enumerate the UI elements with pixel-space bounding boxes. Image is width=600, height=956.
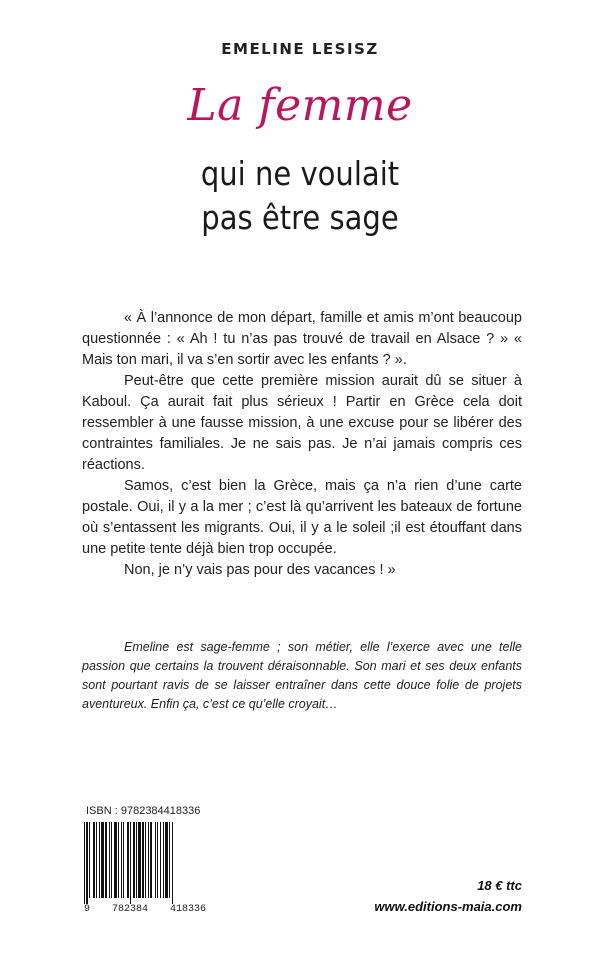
barcode-bar [163, 822, 164, 898]
barcode-bar [99, 822, 100, 898]
barcode-bar [130, 822, 131, 904]
excerpt-paragraph: Peut-être que cette première mission aurait dû se situer à Kaboul. Ça aurait fait plus sérieux ! Partir en Grèce cela doit ressembler à une fausse mission, à une excuse pour se libérer des contraintes familiales. Je ne sais pas. Je n’ai jamais compris ces réactions. [82, 373, 522, 473]
barcode-bar [96, 822, 97, 898]
barcode-digits [84, 904, 206, 915]
barcode-bar [157, 822, 158, 898]
barcode-bar [169, 822, 170, 898]
isbn-label: ISBN : 9782384418336 [86, 805, 201, 817]
barcode-bar [160, 822, 161, 898]
title-line-2: pas être sage [201, 198, 399, 237]
barcode-bar [142, 822, 144, 898]
barcode-bar [93, 822, 95, 898]
barcode-bar [136, 822, 137, 898]
barcode-bar [105, 822, 107, 898]
book-excerpt [82, 308, 522, 581]
excerpt-paragraph: Non, je n’y vais pas pour des vacances ! » [124, 562, 396, 578]
title-line-1: qui ne voulait [200, 154, 400, 193]
barcode-bar [150, 822, 152, 898]
barcode-bar [118, 822, 119, 898]
barcode-bar [84, 822, 85, 904]
publisher-website: www.editions-maia.com [374, 899, 522, 914]
barcode-bar [165, 822, 168, 898]
barcode-bar [123, 822, 124, 898]
excerpt-paragraph: « À l’annonce de mon départ, famille et amis m’ont beaucoup questionnée : « Ah ! tu n’as pas trouvé de travail en Alsace ? » « Mais ton mari, il va s’en sortir avec les enfants ? ». [82, 310, 522, 368]
barcode-bar [111, 822, 112, 898]
excerpt-paragraph: Samos, c’est bien la Grèce, mais ça n’a rien d’une carte postale. Oui, il y a la mer ; c’est là qu’arrivent les bateaux de fortune où s’entassent les migrants. Oui, il y a le soleil ;il est étouffant dans une petite tente déjà bien trop occupée. [82, 478, 522, 557]
barcode-bar [127, 822, 129, 898]
barcode-bar [86, 822, 88, 904]
barcode-bar [114, 822, 117, 898]
barcode-bar [109, 822, 110, 898]
author-blurb: Emeline est sage-femme ; son métier, elle l’exerce avec une telle passion que certains la trouvent déraisonnable. Son mari et ses deux enfants sont pourtant ravis de se laisser entraîner dans cette douce folie de projets aventureux. Enfin ça, c’est ce qu’elle croyait… [82, 640, 522, 711]
barcode-bar [145, 822, 146, 898]
barcode-bar [121, 822, 122, 898]
author-name: EMELINE LESISZ [221, 40, 379, 58]
barcode-digit-group: 782384 [111, 904, 148, 915]
barcode-bar [138, 822, 141, 898]
barcode-bar [172, 822, 173, 904]
barcode-digit-group: 9 [84, 904, 91, 915]
barcode-bar [133, 822, 135, 898]
title-script: La femme [187, 80, 413, 131]
barcode-bar [101, 822, 104, 898]
barcode [84, 822, 206, 904]
price: 18 € ttc [477, 878, 522, 893]
barcode-bar [155, 822, 156, 898]
barcode-bar [148, 822, 149, 898]
barcode-digit-group: 418336 [169, 904, 206, 915]
barcode-bar [89, 822, 90, 898]
